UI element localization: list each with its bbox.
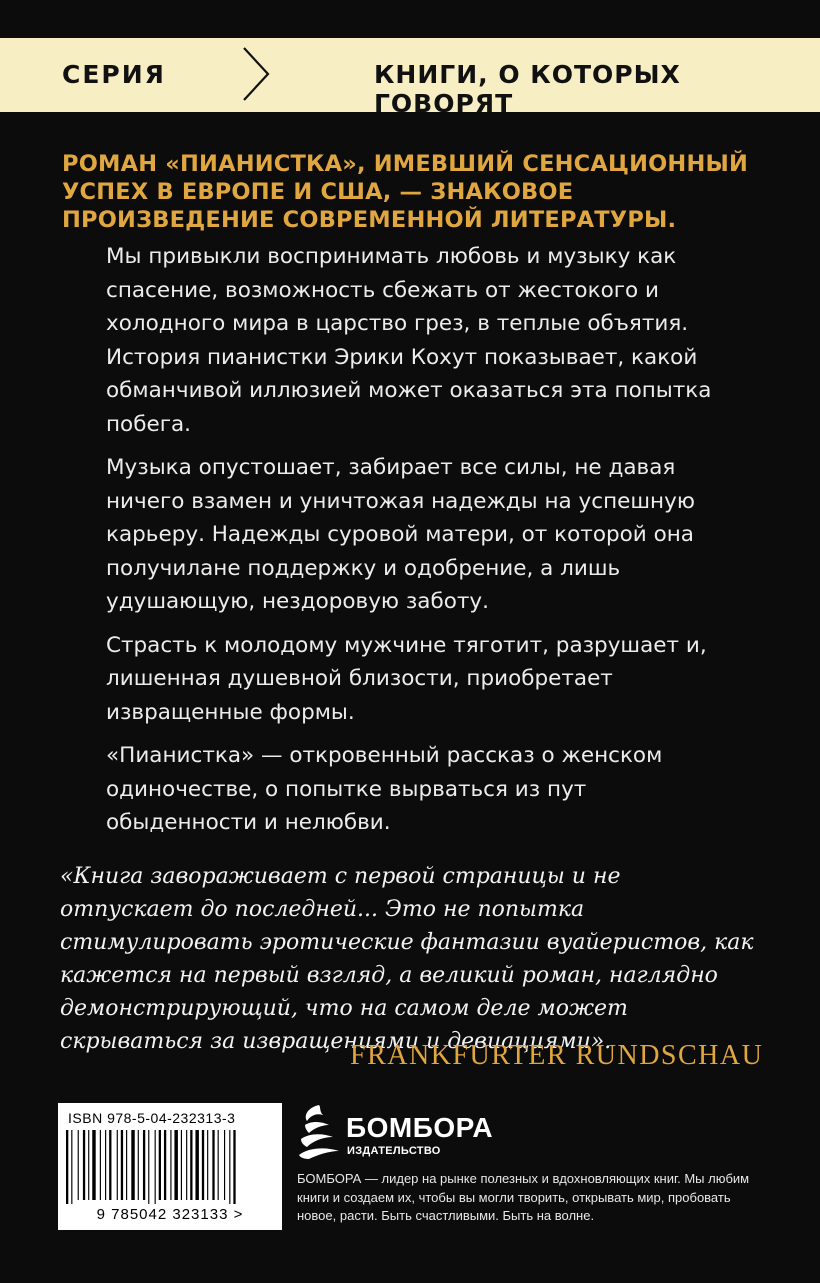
quote-source: FRANKFURTER RUNDSCHAU — [350, 1040, 764, 1071]
annotation-paragraph: «Пианистка» — откровенный рассказ о женском одиночестве, о попытке вырваться из пут обыденности и нелюбви. — [106, 743, 663, 835]
barcode-panel — [58, 1103, 282, 1230]
barcode-digits: 9 785042 323133 > — [96, 1206, 244, 1223]
series-name: КНИГИ, О КОТОРЫХ ГОВОРЯТ — [374, 60, 681, 118]
barcode-bars — [66, 1130, 274, 1204]
publisher-subtitle: ИЗДАТЕЛЬСТВО — [347, 1145, 441, 1157]
review-quote: «Книга завораживает с первой страницы и не отпускает до последней... Это не попытка стимулировать эротические фантазии вуайеристов, как кажется на первый взгляд, а великий роман, наглядно демонстрирующий, что на самом деле может скрываться за извращениями и девиациями». — [60, 864, 754, 1054]
annotation-paragraph: Мы привыкли воспринимать любовь и музыку как спасение, возможность сбежать от жестокого и холодного мира в царство грез, в теплые объятия. История пианистки Эрики Кохут показывает, какой обманчивой иллюзией может оказаться эта попытка побега. — [106, 244, 712, 437]
publisher-description: БОМБОРА — лидер на рынке полезных и вдохновляющих книг. Мы любим книги и создаем их, чтобы вы могли творить, открывать мир, пробовать новое, расти. Быть счастливыми. Быть на волне. — [297, 1171, 750, 1223]
lead-paragraph: РОМАН «ПИАНИСТКА», ИМЕВШИЙ СЕНСАЦИОННЫЙ УСПЕХ В ЕВРОПЕ И США, — ЗНАКОВОЕ ПРОИЗВЕДЕНИЕ СОВРЕМЕННОЙ ЛИТЕРАТУРЫ. — [62, 151, 749, 233]
series-label: СЕРИЯ — [62, 60, 166, 89]
annotation-text — [106, 240, 726, 850]
annotation-paragraph: Страсть к молодому мужчине тяготит, разрушает и, лишенная душевной близости, приобретает извращенные формы. — [106, 632, 707, 725]
bombora-logo-icon — [297, 1103, 343, 1161]
publisher-name: БОМБОРА — [346, 1112, 494, 1143]
annotation-paragraph: Музыка опустошает, забирает все силы, не давая ничего взамен и уничтожая надежды на успешную карьеру. Надежды суровой матери, от которой она получилане поддержку и одобрение, а лишь удушающую, нездоровую заботу. — [106, 455, 695, 614]
isbn-text: ISBN 978-5-04-232313-3 — [68, 1110, 236, 1126]
chevron-right-icon — [240, 46, 272, 102]
